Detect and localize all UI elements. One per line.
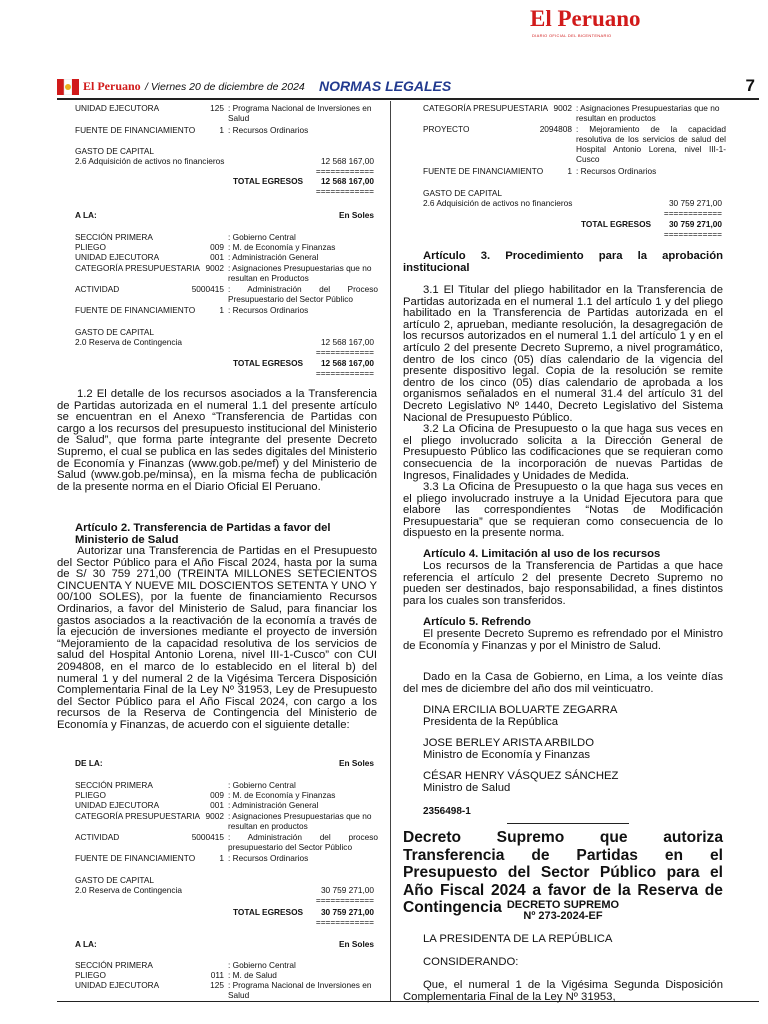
t1-fuente-code: 1 [219,125,224,135]
t5-total-label: TOTAL EGRESOS [581,219,652,229]
paragraph-1-2: 1.2 El detalle de los recursos asociados a la Transferencia de Partidas autorizada en el numeral 1.1 del presente artículo se encuentran en el Anexo “Transferencia de Partidas con cargo a los recursos del presupuesto institucional del Ministerio de Salud”, que forma parte integrante del presente Decreto Supremo, el cual se publica en las sedes digitales del Ministerio de Economía y Finanzas (www.gob.pe/mef) y del Ministerio de Salud (www.gob.pe/minsa), en la misma fecha de publicación de la presente norma en el Diario Oficial El Peruano. [57,388,377,493]
t2-row-label: UNIDAD EJECUTORA [75,252,160,262]
t1-sep2: ============ [315,186,374,196]
t5-gasto-amount: 30 759 271,00 [668,198,722,208]
t2-row-code: 001 [210,252,224,262]
t2-row-desc: : Administración del Proceso Presupuestario del Sector Público [228,284,378,304]
t1-fuente-label: FUENTE DE FINANCIAMIENTO [75,125,196,135]
t5-row-label: CATEGORÍA PRESUPUESTARIA [423,103,549,113]
t1-gasto-amount: 12 568 167,00 [320,156,374,166]
t5-gasto: GASTO DE CAPITAL [423,188,502,198]
signature-2-role: Ministro de Economía y Finanzas [423,749,591,761]
article-3-2: 3.2 La Oficina de Presupuesto o la que haga sus veces en el pliego involucrado solicita a la Dirección General de Presupuesto Público las codificaciones que se requieran como consecuencia de la incorporación de nuevas Partidas de Ingresos, Finalidades y Unidades de Medida. [403,423,723,482]
t2-row-desc: : Asignaciones Presupuestarias que no resultan en Productos [228,263,372,283]
masthead-logo: El Peruano [530,6,641,31]
t5-row-label: PROYECTO [423,124,470,134]
t4-row-label: PLIEGO [75,970,106,980]
t3-row-label: ACTIVIDAD [75,832,120,842]
article-3-body [403,285,723,540]
t1-unidad-label: UNIDAD EJECUTORA [75,103,160,113]
t3-row-desc: : Asignaciones Presupuestarias que no resultan en productos [228,811,372,831]
t2-gasto-item: 2.0 Reserva de Contingencia [75,337,183,347]
header-rule [57,98,759,100]
t2-row-label: CATEGORÍA PRESUPUESTARIA [75,263,201,273]
t3-row-label: PLIEGO [75,790,106,800]
t3-sep2: ============ [315,917,374,927]
t5-row-label: FUENTE DE FINANCIAMIENTO [423,166,544,176]
t5-row-desc: : Recursos Ordinarios [576,166,657,176]
t3-row-code: 5000415 [191,832,224,842]
t2-sep: ============ [315,347,374,357]
presidenta-heading: LA PRESIDENTA DE LA REPÚBLICA [423,933,613,945]
que-paragraph: Que, el numeral 1 de la Vigésima Segunda Disposición Complementaria Final de la Ley Nº 31953, [403,979,723,1003]
t2-row-desc: : Gobierno Central [228,232,296,242]
article-5-title: Artículo 5. Refrendo [423,616,531,628]
t3-row-label: CATEGORÍA PRESUPUESTARIA [75,811,201,821]
masthead-tagline: DIARIO OFICIAL DEL BICENTENARIO [532,33,612,38]
t1-unidad-code: 125 [210,103,224,113]
t1-fuente-desc: : Recursos Ordinarios [228,125,309,135]
t4-row-code: 125 [210,980,224,990]
separator-line [507,823,629,824]
signature-3-role: Ministro de Salud [423,782,511,794]
t5-gasto-item: 2.6 Adquisición de activos no financieros [423,198,573,208]
decree-number: Nº 273-2024-EF [523,910,603,922]
t2-row-code: 1 [219,305,224,315]
t2-title: A LA: [75,210,97,220]
t4-title: A LA: [75,939,97,949]
t2-unit: En Soles [338,210,374,220]
article-3-title: Artículo 3. Procedimiento para la aprobación institucional [403,250,723,274]
t1-gasto: GASTO DE CAPITAL [75,146,154,156]
t5-row-code: 2094808 [539,124,572,134]
decree-title: Decreto Supremo que autoriza Transferencia de Partidas en el Presupuesto del Sector Público para el Año Fiscal 2024 a favor de la Reserva de Contingencia [403,829,723,916]
t4-unit: En Soles [338,939,374,949]
t3-title: DE LA: [75,758,103,768]
article-3-3: 3.3 La Oficina de Presupuesto o la que haga sus veces en el pliego involucrado instruye a la Unidad Ejecutora para que elabore las correspondientes “Notas de Modificación Presupuestaria” que se requieran como consecuencia de lo dispuesto en la presente norma. [403,481,723,540]
t3-row-code: 9002 [205,811,224,821]
t2-row-code: 009 [210,242,224,252]
t3-total-label: TOTAL EGRESOS [233,907,304,917]
t3-row-label: SECCIÓN PRIMERA [75,780,153,790]
t5-total: 30 759 271,00 [668,219,722,229]
t2-row-desc: : M. de Economía y Finanzas [228,242,336,252]
t3-row-desc: : M. de Economía y Finanzas [228,790,336,800]
t4-row-desc: : Gobierno Central [228,960,296,970]
t2-row-label: PLIEGO [75,242,106,252]
t3-total: 30 759 271,00 [320,907,374,917]
t3-gasto-amount: 30 759 271,00 [320,885,374,895]
article-4-title: Artículo 4. Limitación al uso de los recursos [423,548,661,560]
article-3-1: 3.1 El Titular del pliego habilitador en la Transferencia de Partidas autorizada en el numeral 1.1 del artículo 1 y del pliego habilitado en la Transferencia de Partidas autorizada en el artículo 2, aprueban, mediante resolución, la desagregación de los recursos autorizados en el numeral 1.1 del artículo 1 y en el artículo 2 del presente Decreto Supremo, a nivel programático, dentro de los cinco (05) días calendario de la vigencia del presente dispositivo legal. Copia de la resolución se remite dentro de los cinco (05) días calendario de aprobada a los organismos señalados en el numeral 31.4 del artículo 31 del Decreto Legislativo Nº 1440, Decreto Legislativo del Sistema Nacional de Presupuesto Público. [403,284,723,424]
t3-gasto-item: 2.0 Reserva de Contingencia [75,885,183,895]
signature-1-name: DINA ERCILIA BOLUARTE ZEGARRA [423,704,618,716]
article-2-title: Artículo 2. Transferencia de Partidas a favor del Ministerio de Salud [75,522,331,546]
t2-row-label: ACTIVIDAD [75,284,120,294]
t1-total: 12 568 167,00 [320,176,374,186]
t2-row-label: FUENTE DE FINANCIAMIENTO [75,305,196,315]
header-date: / Viernes 20 de diciembre de 2024 [145,81,305,93]
t2-row-desc: : Administración General [228,252,319,262]
t5-sep: ============ [663,208,722,218]
header-section: NORMAS LEGALES [319,78,452,94]
t1-gasto-item: 2.6 Adquisición de activos no financieros [75,156,225,166]
t2-gasto: GASTO DE CAPITAL [75,327,154,337]
peru-shield-icon [57,79,79,95]
signature-3-name: CÉSAR HENRY VÁSQUEZ SÁNCHEZ [423,770,619,782]
t3-row-code: 1 [219,853,224,863]
signature-2-name: JOSE BERLEY ARISTA ARBILDO [423,737,594,749]
t1-total-label: TOTAL EGRESOS [233,176,304,186]
decree-label: DECRETO SUPREMO [506,899,620,911]
dado-paragraph: Dado en la Casa de Gobierno, en Lima, a los veinte días del mes de diciembre del año dos mil veinticuatro. [403,671,723,695]
t1-sep: ============ [315,166,374,176]
considerando-heading: CONSIDERANDO: [423,956,519,968]
t3-row-desc: : Recursos Ordinarios [228,853,309,863]
t4-row-label: SECCIÓN PRIMERA [75,960,153,970]
t3-row-code: 001 [210,800,224,810]
t2-row-desc: : Recursos Ordinarios [228,305,309,315]
article-2-body: Autorizar una Transferencia de Partidas en el Presupuesto del Sector Público para el Año Fiscal 2024, hasta por la suma de S/ 30 759 271,00 (TREINTA MILLONES SETECIENTOS CINCUENTA Y NUEVE MIL DOSCIENTOS SETENTA Y UNO Y 00/100 SOLES), por la fuente de financiamiento Recursos Ordinarios, a favor del Ministerio de Salud, para financiar los gastos asociados a la reactivación de la economía a través de la ejecución de inversiones mediante el proyecto de inversión “Mejoramiento de la capacidad resolutiva de los servicios de salud del Hospital Antonio Lorena, nivel III-1-Cusco” con CUI 2094808, en el marco de lo establecido en el literal b) del numeral 1 y del numeral 2 de la Vigésima Tercera Disposición Complementaria Final de la Ley Nº 31953, Ley de Presupuesto del Sector Público para el Año Fiscal 2024, con cargo a los recursos de la Reserva de Contingencia del Ministerio de Economía y Finanzas, de acuerdo con el siguiente detalle: [57,545,377,731]
t3-row-label: FUENTE DE FINANCIAMIENTO [75,853,196,863]
t4-row-desc: : Programa Nacional de Inversiones en Salud [228,980,372,1000]
header-brand: El Peruano [83,79,141,93]
t5-row-desc: : Mejoramiento de la capacidad resolutiva de los servicios de salud del Hospital Antonio Lorena, nivel III-1-Cusco [576,124,726,164]
t2-row-label: SECCIÓN PRIMERA [75,232,153,242]
page-header [57,76,759,98]
t3-row-desc: : Administración del proceso presupuestario del Sector Público [228,832,378,852]
signature-1-role: Presidenta de la República [423,716,559,728]
t2-row-code: 9002 [205,263,224,273]
t3-sep: ============ [315,895,374,905]
t2-gasto-amount: 12 568 167,00 [320,337,374,347]
t3-gasto: GASTO DE CAPITAL [75,875,154,885]
t3-row-desc: : Administración General [228,800,319,810]
article-5-body: El presente Decreto Supremo es refrendado por el Ministro de Economía y Finanzas y por el Ministro de Salud. [403,628,723,652]
t5-row-desc: : Asignaciones Presupuestarias que no resultan en productos [576,103,720,123]
t3-row-code: 009 [210,790,224,800]
t4-row-label: UNIDAD EJECUTORA [75,980,160,990]
t3-row-label: UNIDAD EJECUTORA [75,800,160,810]
t2-total: 12 568 167,00 [320,358,374,368]
t2-sep2: ============ [315,368,374,378]
t4-row-code: 011 [210,970,224,980]
t3-row-desc: : Gobierno Central [228,780,296,790]
t2-row-code: 5000415 [191,284,224,294]
t2-total-label: TOTAL EGRESOS [233,358,304,368]
t5-row-code: 9002 [553,103,572,113]
t5-sep2: ============ [663,229,722,239]
t3-unit: En Soles [338,758,374,768]
t4-row-desc: : M. de Salud [228,970,277,980]
t5-row-code: 1 [567,166,572,176]
t1-unidad-desc: : Programa Nacional de Inversiones en Salud [228,103,372,123]
document-code: 2356498-1 [423,806,471,817]
article-4-body: Los recursos de la Transferencia de Partidas a que hace referencia el artículo 2 del presente Decreto Supremo no pueden ser destinados, bajo responsabilidad, a fines distintos para los cuales son transferidos. [403,560,723,607]
column-divider [390,101,391,1001]
page-number: 7 [745,76,755,95]
